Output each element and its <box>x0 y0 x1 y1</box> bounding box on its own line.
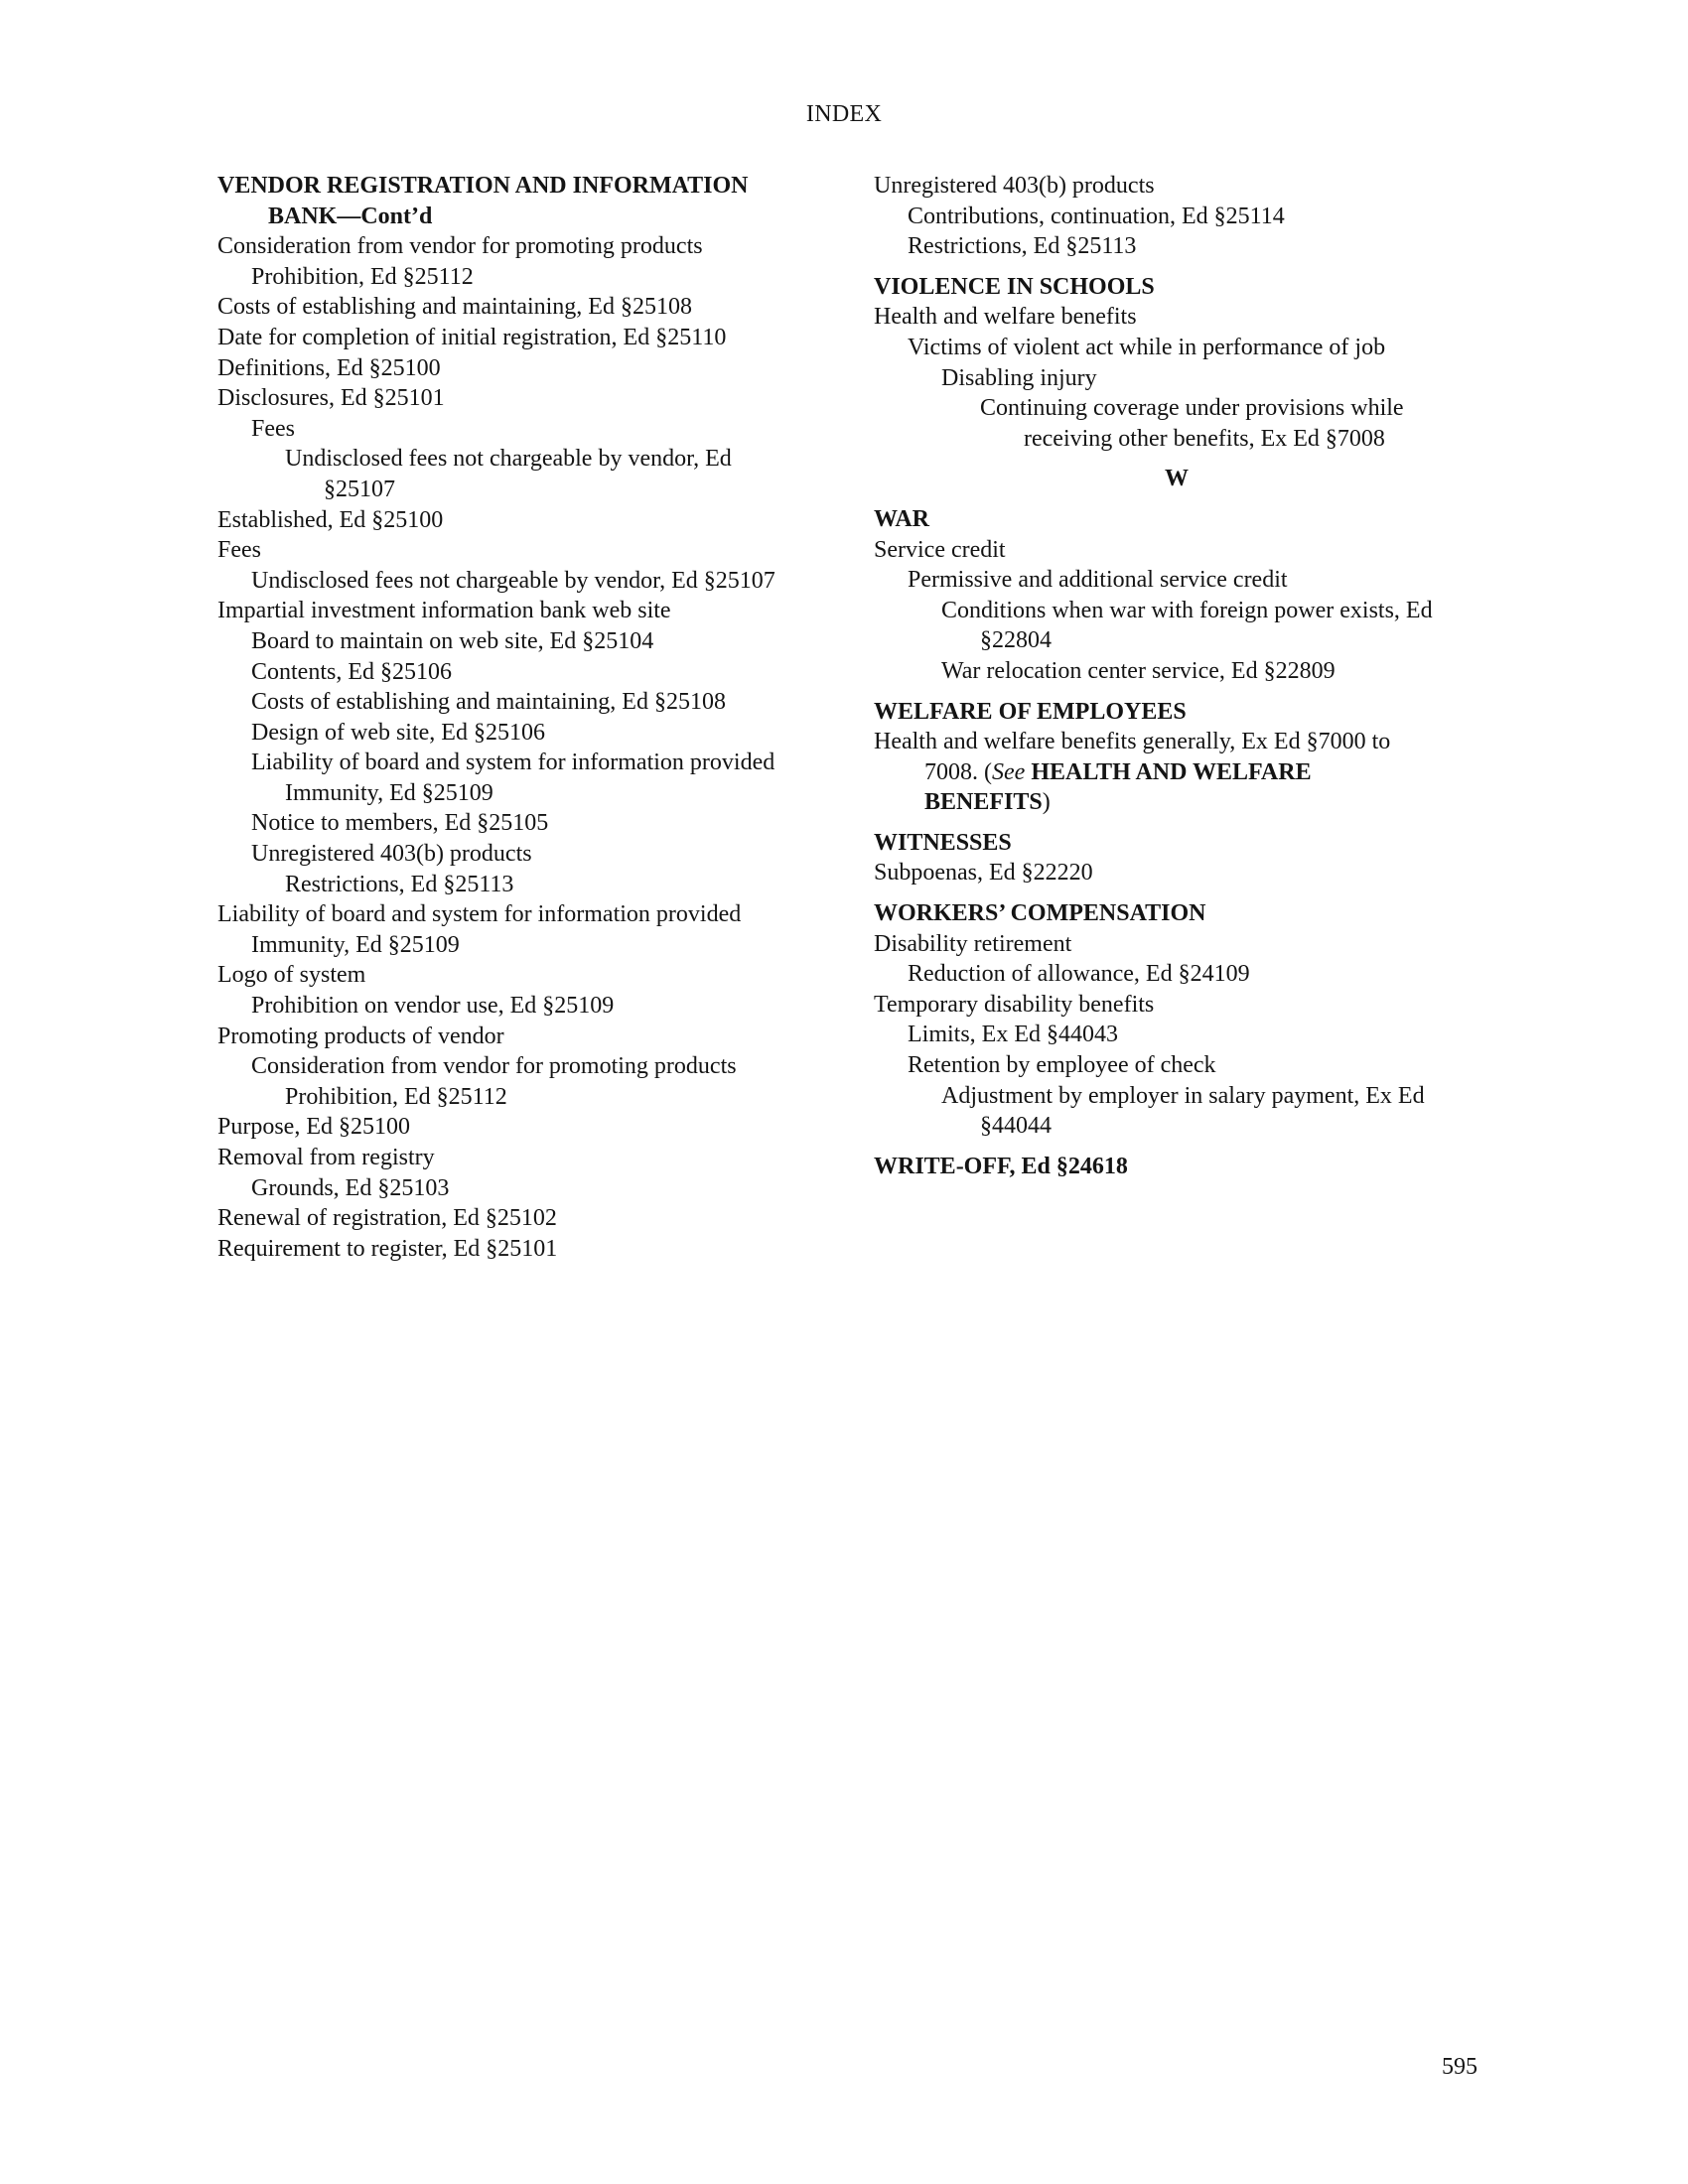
index-entry: Service credit <box>874 536 1006 563</box>
index-subentry: Reduction of allowance, Ed §24109 <box>908 961 1250 988</box>
index-subentry: Victims of violent act while in performance of job <box>908 334 1386 360</box>
index-subentry: Limits, Ex Ed §44043 <box>908 1022 1118 1048</box>
index-subentry: Prohibition on vendor use, Ed §25109 <box>251 993 615 1020</box>
index-heading-workers-compensation: WORKERS’ COMPENSATION <box>874 900 1206 927</box>
index-entry: Unregistered 403(b) products <box>874 173 1155 199</box>
index-heading-vendor-registration: VENDOR REGISTRATION AND INFORMATION <box>217 173 749 199</box>
index-heading-continued: BANK—Cont’d <box>268 203 433 229</box>
index-entry-continuation: §22804 <box>980 627 1052 654</box>
index-subentry: Immunity, Ed §25109 <box>285 779 493 806</box>
cross-reference-target: HEALTH AND WELFARE <box>1025 758 1312 785</box>
index-entry: Health and welfare benefits generally, Ex Ed §7000 to <box>874 729 1391 755</box>
section-letter: W <box>1165 466 1189 492</box>
index-heading-write-off: WRITE-OFF, Ed §24618 <box>874 1153 1128 1179</box>
index-entry-continuation <box>874 757 1479 788</box>
index-subentry: War relocation center service, Ed §22809 <box>941 657 1336 684</box>
cross-reference-target-cont: BENEFITS <box>924 789 1043 816</box>
index-subentry: Undisclosed fees not chargeable by vendor, Ed <box>285 446 732 473</box>
index-entry: Disclosures, Ed §25101 <box>217 385 445 412</box>
index-entry: Definitions, Ed §25100 <box>217 354 441 381</box>
index-subentry: Conditions when war with foreign power exists, Ed <box>941 597 1433 623</box>
cross-ref-suffix: ) <box>1042 789 1051 816</box>
index-subentry: Board to maintain on web site, Ed §25104 <box>251 627 654 654</box>
index-subentry: Unregistered 403(b) products <box>251 841 532 868</box>
index-heading-witnesses: WITNESSES <box>874 829 1012 856</box>
index-subentry: Prohibition, Ed §25112 <box>285 1083 507 1110</box>
index-subentry: Immunity, Ed §25109 <box>251 931 460 958</box>
page-number: 595 <box>1442 2054 1477 2080</box>
index-entry: Subpoenas, Ed §22220 <box>874 860 1093 887</box>
index-entry-continuation: §25107 <box>324 476 395 502</box>
index-entry: Date for completion of initial registration, Ed §25110 <box>217 324 727 350</box>
index-entry: Impartial investment information bank web site <box>217 598 671 624</box>
index-subentry: Disabling injury <box>941 364 1097 391</box>
index-entry-continuation <box>874 787 1479 818</box>
index-subentry: Grounds, Ed §25103 <box>251 1174 450 1201</box>
cross-ref-prefix: 7008. ( <box>924 758 992 785</box>
index-entry: Logo of system <box>217 962 366 989</box>
index-entry: Fees <box>217 537 261 564</box>
index-entry: Promoting products of vendor <box>217 1023 504 1049</box>
index-entry: Temporary disability benefits <box>874 991 1155 1018</box>
index-subentry: Contributions, continuation, Ed §25114 <box>908 203 1285 229</box>
running-head: INDEX <box>805 101 883 127</box>
index-subentry: Design of web site, Ed §25106 <box>251 719 545 746</box>
index-subentry: Permissive and additional service credit <box>908 567 1288 594</box>
index-subentry: Continuing coverage under provisions while <box>980 395 1404 422</box>
index-subentry: Fees <box>251 415 295 442</box>
index-entry-continuation: §44044 <box>980 1113 1052 1140</box>
index-heading-welfare-of-employees: WELFARE OF EMPLOYEES <box>874 698 1187 725</box>
index-entry: Disability retirement <box>874 930 1072 957</box>
index-entry: Renewal of registration, Ed §25102 <box>217 1205 557 1232</box>
index-entry: Health and welfare benefits <box>874 304 1137 331</box>
index-heading-violence-in-schools: VIOLENCE IN SCHOOLS <box>874 273 1155 300</box>
index-entry: Consideration from vendor for promoting products <box>217 233 703 260</box>
index-entry: Requirement to register, Ed §25101 <box>217 1235 558 1262</box>
index-subentry: Undisclosed fees not chargeable by vendor, Ed §25107 <box>251 567 775 594</box>
right-column <box>874 171 1479 1181</box>
see-reference-word: See <box>992 758 1026 785</box>
index-entry: Removal from registry <box>217 1145 435 1170</box>
index-subentry: Adjustment by employer in salary payment, Ex Ed <box>941 1082 1425 1109</box>
index-subentry: Costs of establishing and maintaining, Ed §25108 <box>251 689 726 716</box>
index-entry-continuation: receiving other benefits, Ex Ed §7008 <box>1024 425 1385 452</box>
index-entry: Established, Ed §25100 <box>217 506 444 533</box>
index-entry: Liability of board and system for information provided <box>217 901 742 928</box>
index-entry: Purpose, Ed §25100 <box>217 1114 410 1141</box>
index-subentry: Notice to members, Ed §25105 <box>251 810 549 837</box>
index-subentry: Contents, Ed §25106 <box>251 658 452 685</box>
index-subentry: Consideration from vendor for promoting products <box>251 1053 737 1080</box>
index-subentry: Retention by employee of check <box>908 1052 1216 1079</box>
left-column <box>217 171 833 1264</box>
index-heading-war: WAR <box>874 505 930 532</box>
index-subentry: Liability of board and system for information provided <box>251 750 775 776</box>
index-entry: Costs of establishing and maintaining, Ed §25108 <box>217 294 692 321</box>
index-subentry: Prohibition, Ed §25112 <box>251 263 474 290</box>
index-subentry: Restrictions, Ed §25113 <box>908 233 1137 260</box>
index-subentry: Restrictions, Ed §25113 <box>285 871 514 897</box>
